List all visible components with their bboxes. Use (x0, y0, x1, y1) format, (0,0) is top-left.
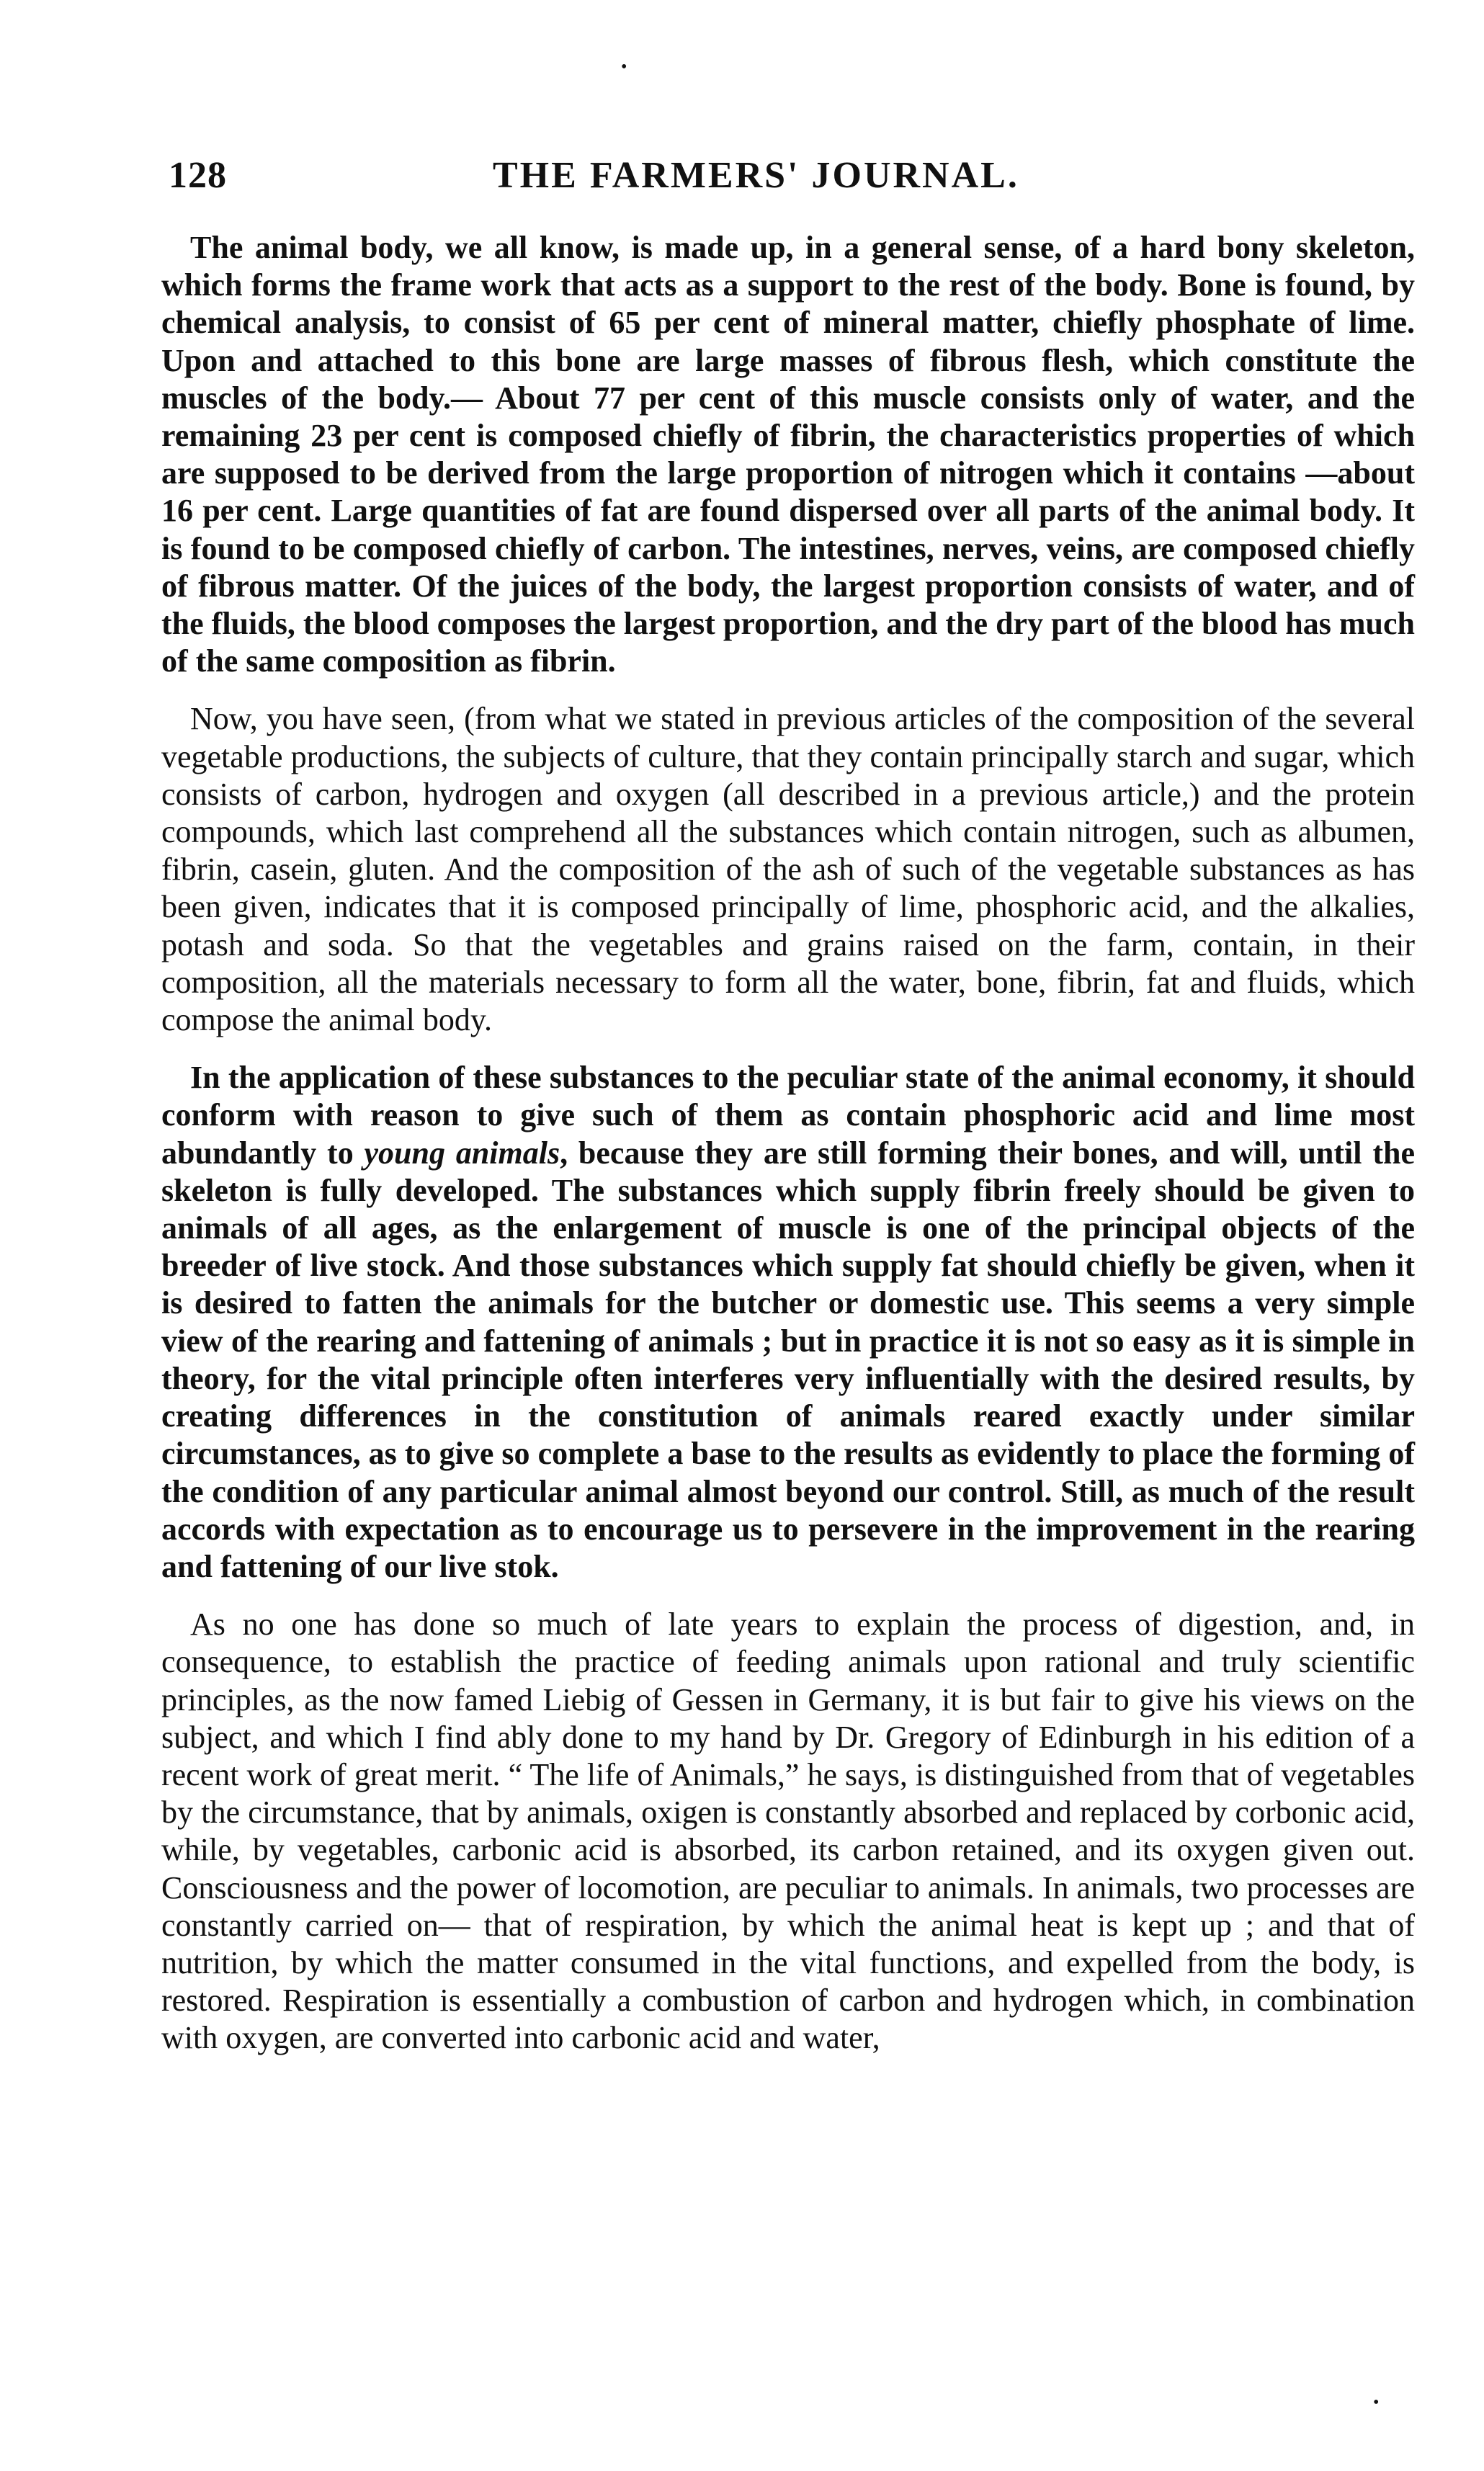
paragraph-vegetable-composition: Now, you have seen, (from what we stated in previous articles of the composition of the several vegetable productions, the subjects of culture, that they contain principally starch and sugar, which consists of carbon, hydrogen and oxygen (all described in a previous article,) and the protein compounds, which last comprehend all the substances which contain nitrogen, such as albumen, fibrin, casein, gluten. And the composition of the ash of such of the vegetable substances as has been given, indicates that it is composed principally of lime, phosphoric acid, and the alkalies, potash and soda. So that the vegetables and grains raised on the farm, contain, in their composition, all the materials necessary to form all the water, bone, fibrin, fat and fluids, which compose the animal body. (161, 701, 1415, 1038)
journal-title: THE FARMERS' JOURNAL. (493, 155, 1019, 196)
paragraph-application-text-start: In the application of these substances to the peculiar state of the animal economy, it should conform with reason to give such of them as contain phosphoric acid and lime most abundantly to (161, 1060, 1415, 1171)
paragraph-application (161, 1059, 1415, 1586)
paragraph-application-text-end: , because they are still forming their bones, and will, until the skeleton is fully developed. The substances which supply fibrin freely should be given to animals of all ages, as the enlargement of muscle is one of the principal objects of the breeder of live stock. And those substances which supply fat should chiefly be given, when it is desired to fatten the animals for the butcher or domestic use. This seems a very simple view of the rearing and fattening of animals ; but in practice it is not so easy as it is simple in theory, for the vital principle often interferes very influentially with the desired results, by creating differences in the constitution of animals reared exactly under similar circumstances, as to give so complete a base to the results as evidently to place the forming of the condition of any particular animal almost beyond our control. Still, as much of the result accords with expectation as to encourage us to persevere in the improvement in the rearing and fattening of our live stok. (161, 1135, 1415, 1584)
page-header (161, 154, 1422, 205)
article-body (161, 229, 1415, 2057)
print-speck-mark: • (621, 58, 627, 76)
print-speck-mark-bottom: • (1373, 2393, 1380, 2412)
paragraph-animal-body: The animal body, we all know, is made up, in a general sense, of a hard bony skeleton, which forms the frame work that acts as a support to the rest of the body. Bone is found, by chemical analysis, to consist of 65 per cent of mineral matter, chiefly phosphate of lime. Upon and attached to this bone are large masses of fibrous flesh, which constitute the muscles of the body.— About 77 per cent of this muscle consists only of water, and the remaining 23 per cent is composed chiefly of fibrin, the characteristics properties of which are supposed to be derived from the large proportion of nitrogen which it contains —about 16 per cent. Large quantities of fat are found dispersed over all parts of the animal body. It is found to be composed chiefly of carbon. The intestines, nerves, veins, are composed chiefly of fibrous matter. Of the juices of the body, the largest proportion consists of water, and of the fluids, the blood composes the largest proportion, and the dry part of the blood has much of the same composition as fibrin. (161, 230, 1415, 679)
paragraph-liebig-digestion: As no one has done so much of late years to explain the process of digestion, and, in consequence, to establish the practice of feeding animals upon rational and truly scientific principles, as the now famed Liebig of Gessen in Germany, it is but fair to give his views on the subject, and which I find ably done to my hand by Dr. Gregory of Edinburgh in his edition of a recent work of great merit. “ The life of Animals,” he says, is distinguished from that of vegetables by the circumstance, that by animals, oxigen is constantly absorbed and replaced by corbonic acid, while, by vegetables, carbonic acid is absorbed, its carbon retained, and its oxygen given out. Consciousness and the power of locomotion, are peculiar to animals. In animals, two processes are constantly carried on— that of respiration, by which the animal heat is kept up ; and that of nutrition, by which the matter consumed in the vital functions, and expelled from the body, is restored. Respiration is essentially a combustion of carbon and hydrogen which, in combination with oxygen, are converted into carbonic acid and water, (161, 1607, 1415, 2056)
emphasis-young-animals: young animals (364, 1135, 560, 1171)
page-number: 128 (169, 155, 227, 196)
